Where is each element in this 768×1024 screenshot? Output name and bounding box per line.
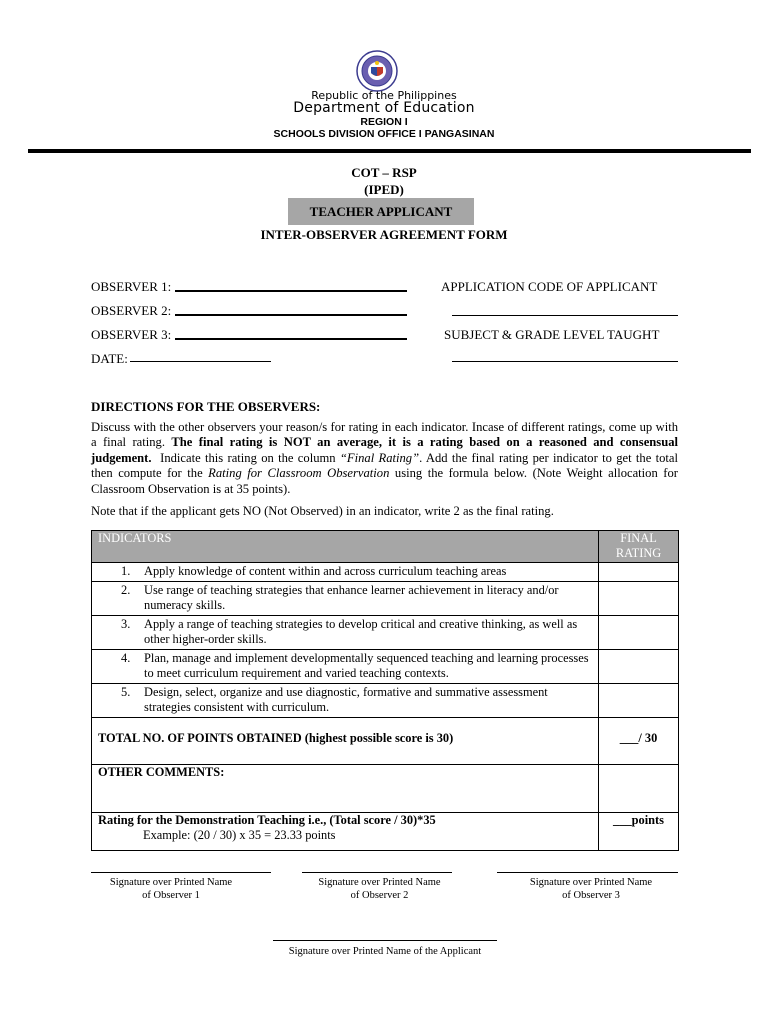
rating-row — [92, 812, 679, 850]
indicator-number: 4. — [121, 650, 131, 665]
department-text: Department of Education — [293, 100, 475, 116]
subject-grade-field[interactable] — [452, 361, 678, 362]
indicator-text: Plan, manage and implement developmentally sequenced teaching and learning processes to meet curriculum requirement and varied teaching contexts. — [144, 650, 589, 680]
rating-example: Example: (20 / 30) x 35 = 23.33 points — [143, 827, 336, 842]
observer1-label: OBSERVER 1: — [91, 279, 172, 294]
observer1-field[interactable] — [175, 290, 407, 292]
directions-paragraph — [91, 420, 678, 497]
comments-field[interactable] — [599, 764, 679, 812]
observer1-signature-line[interactable] — [91, 872, 271, 873]
observer2-label: OBSERVER 2: — [91, 303, 172, 318]
final-rating-input[interactable] — [599, 581, 679, 615]
signature-label: Signature over Printed Name — [318, 877, 441, 888]
indicator-text: Apply knowledge of content within and across curriculum teaching areas — [144, 564, 507, 578]
signature-label: Signature over Printed Name — [529, 877, 653, 888]
indicator-number: 5. — [121, 684, 131, 699]
directions-text-d: using the formula below. (Note Weight allocation for Classroom Observation is at 35 points). — [91, 466, 678, 496]
directions-text-c: . Add the final rating per indicator to get the total then compute for the — [91, 450, 678, 481]
application-code-label: APPLICATION CODE OF APPLICANT — [441, 279, 658, 294]
indicator-number: 3. — [121, 616, 131, 631]
observer2-signature-line[interactable] — [302, 872, 452, 873]
rating-points-field[interactable]: ___points — [599, 812, 679, 850]
observer3-signature-line[interactable] — [497, 872, 678, 873]
republic-text: Republic of the Philippines — [311, 89, 457, 102]
table-row — [92, 649, 679, 683]
total-row — [92, 717, 679, 764]
table-row — [92, 563, 679, 582]
final-rating-input[interactable] — [599, 615, 679, 649]
indicators-header: INDICATORS — [92, 531, 599, 563]
table-header-row — [92, 531, 679, 563]
observer3-signature-caption — [500, 876, 682, 902]
indicator-cell — [92, 581, 599, 615]
directions-italic-final-rating: “Final Rating” — [339, 450, 420, 465]
total-label: TOTAL NO. OF POINTS OBTAINED (highest possible score is 30) — [92, 717, 599, 764]
application-code-field[interactable] — [452, 315, 678, 316]
directions-text-b: Indicate this rating on the column — [160, 450, 336, 465]
final-rating-header: FINAL RATING — [599, 531, 679, 563]
indicator-cell — [92, 563, 599, 582]
observer3-label: OBSERVER 3: — [91, 327, 172, 342]
observer2-signature-caption — [292, 876, 467, 902]
header-divider — [28, 149, 751, 153]
applicant-category-badge: TEACHER APPLICANT — [288, 198, 474, 225]
directions-title: DIRECTIONS FOR THE OBSERVERS: — [91, 399, 321, 414]
form-subcode: (IPED) — [364, 182, 404, 197]
indicator-text: Apply a range of teaching strategies to develop critical and creative thinking, as well as other higher-order skills. — [144, 616, 578, 646]
deped-seal-logo — [354, 50, 400, 92]
form-code: COT – RSP — [351, 165, 417, 180]
directions-text-a: Discuss with the other observers your reason/s for rating in each indicator. Incase of different ratings, come up with a final rating. — [91, 420, 678, 450]
table-row — [92, 683, 679, 717]
applicant-signature-line[interactable] — [273, 940, 497, 941]
indicator-cell — [92, 649, 599, 683]
note-text: Note that if the applicant gets NO (Not Observed) in an indicator, write 2 as the final rating. — [91, 504, 554, 518]
date-label: DATE: — [91, 351, 128, 366]
applicant-signature-caption: Signature over Printed Name of the Applicant — [288, 946, 482, 957]
total-score-field[interactable]: ___/ 30 — [599, 717, 679, 764]
subject-grade-label: SUBJECT & GRADE LEVEL TAUGHT — [444, 327, 660, 342]
indicator-number: 1. — [121, 564, 131, 578]
rating-formula-label: Rating for the Demonstration Teaching i.e., (Total score / 30)*35 — [98, 812, 436, 827]
indicators-table — [91, 530, 679, 851]
comments-row — [92, 764, 679, 812]
observer1-caption: of Observer 1 — [142, 890, 200, 901]
indicator-cell — [92, 615, 599, 649]
directions-italic-rating-name: Rating for Classroom Observation — [208, 466, 390, 481]
division-text: SCHOOLS DIVISION OFFICE I PANGASINAN — [273, 128, 495, 140]
signature-label: Signature over Printed Name — [109, 877, 233, 888]
region-text: REGION I — [360, 116, 408, 128]
rating-cell — [92, 812, 599, 850]
observer3-caption: of Observer 3 — [562, 890, 620, 901]
final-rating-input[interactable] — [599, 563, 679, 582]
final-rating-input[interactable] — [599, 649, 679, 683]
indicator-cell — [92, 683, 599, 717]
final-rating-input[interactable] — [599, 683, 679, 717]
comments-label: OTHER COMMENTS: — [92, 764, 599, 812]
observer2-caption: of Observer 2 — [350, 890, 409, 901]
indicator-text: Design, select, organize and use diagnostic, formative and summative assessment strategies consistent with curriculum. — [144, 684, 548, 714]
indicator-text: Use range of teaching strategies that enhance learner achievement in literacy and/or numeracy skills. — [144, 582, 559, 612]
form-title: INTER-OBSERVER AGREEMENT FORM — [260, 227, 508, 242]
observer2-field[interactable] — [175, 314, 407, 316]
table-row — [92, 581, 679, 615]
indicator-number: 2. — [121, 582, 131, 597]
table-row — [92, 615, 679, 649]
observer1-signature-caption — [81, 876, 261, 902]
date-field[interactable] — [130, 361, 271, 362]
directions-bold-text: The final rating is NOT an average, it is a rating based on a reasoned and consensual judgement. — [91, 435, 678, 465]
observer3-field[interactable] — [175, 338, 407, 340]
